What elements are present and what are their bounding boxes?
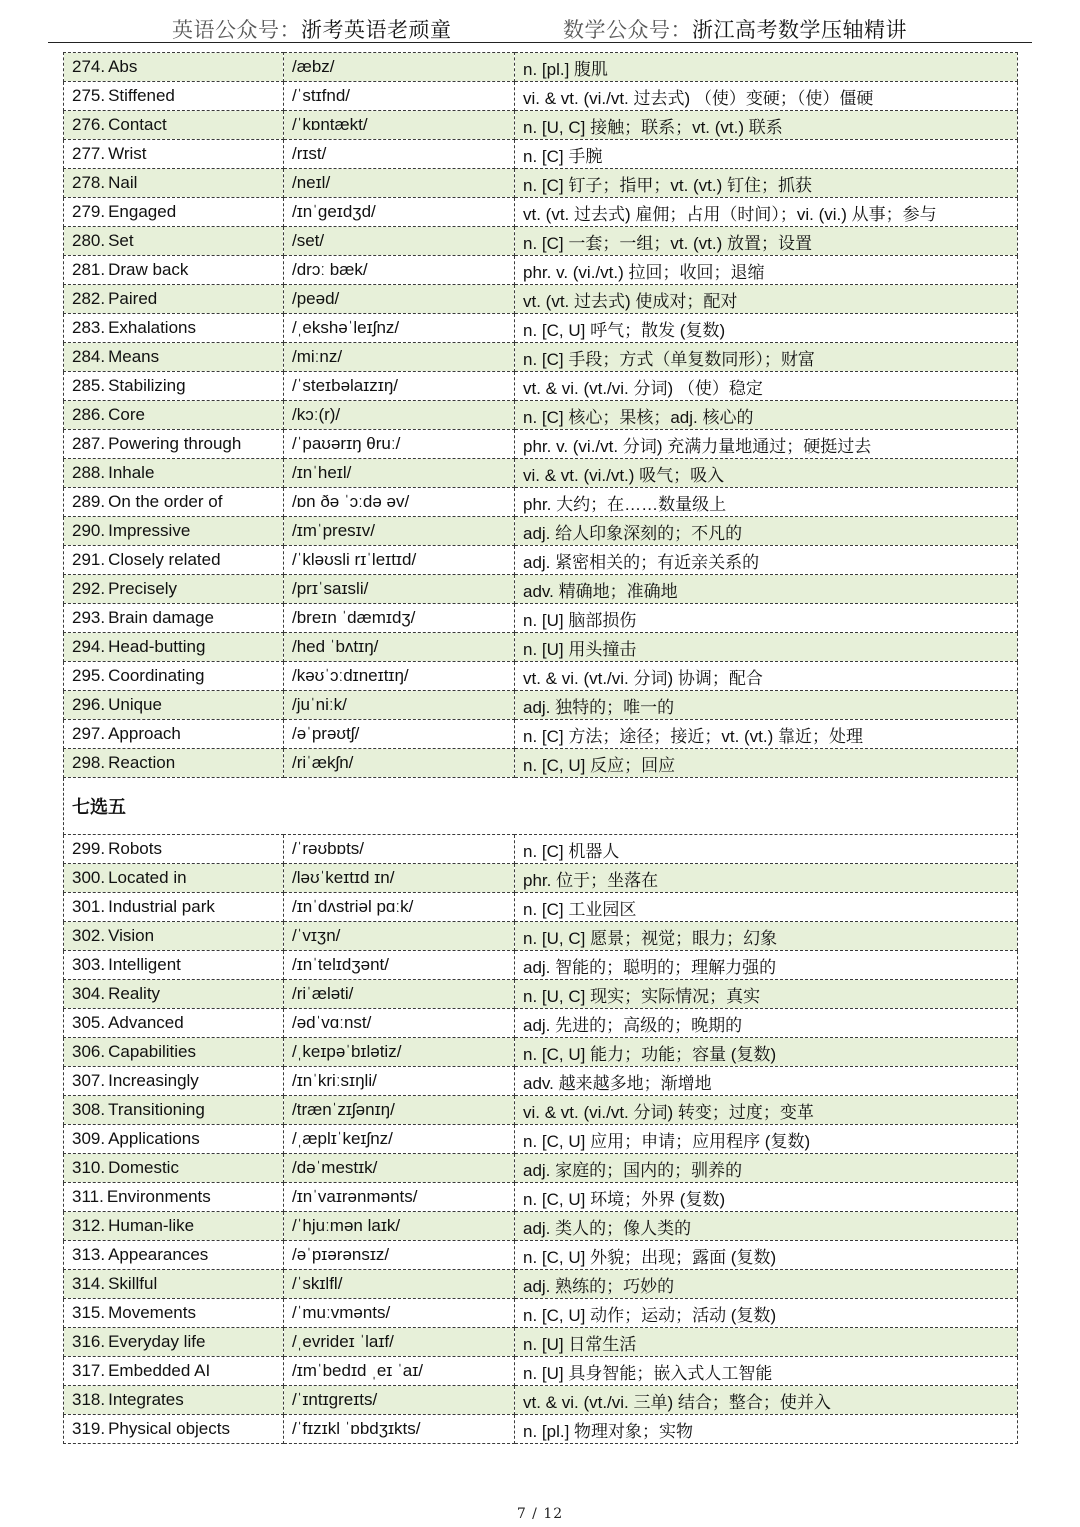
vocab-row (64, 1183, 1018, 1212)
entry-word: Human-like (108, 1216, 195, 1235)
phonetic-cell: /əˈpɪərənsɪz/ (284, 1241, 515, 1270)
vocab-row (64, 1328, 1018, 1357)
vocab-row (64, 546, 1018, 575)
phonetic-cell: /ˌevrideɪ ˈlaɪf/ (284, 1328, 515, 1357)
entry-number: 296. (72, 695, 106, 714)
page-number: 7 / 12 (516, 1506, 564, 1522)
entry-word: Brain damage (108, 608, 214, 627)
phonetic-cell: /ɪnˈtelɪdʒənt/ (284, 951, 515, 980)
word-cell (64, 53, 284, 82)
meaning-cell: n. [C, U] 环境；外界 (复数) (515, 1183, 1018, 1212)
entry-word: Everyday life (108, 1332, 206, 1351)
vocab-row (64, 53, 1018, 82)
meaning-cell: vt. (vt. 过去式) 使成对；配对 (515, 285, 1018, 314)
vocab-row (64, 401, 1018, 430)
phonetic-cell: /ɪmˈbedɪd ˌeɪ ˈaɪ/ (284, 1357, 515, 1386)
word-cell (64, 604, 284, 633)
phonetic-cell: /əˈprəʊtʃ/ (284, 720, 515, 749)
phonetic-cell: /dəˈmestɪk/ (284, 1154, 515, 1183)
word-cell (64, 1125, 284, 1154)
word-cell (64, 314, 284, 343)
entry-number: 275. (72, 86, 106, 105)
entry-word: Draw back (108, 260, 189, 279)
phonetic-cell: /ɪnˈdʌstriəl pɑːk/ (284, 893, 515, 922)
phonetic-cell: /juˈniːk/ (284, 691, 515, 720)
entry-word: Skillful (108, 1274, 158, 1293)
entry-number: 279. (72, 202, 106, 221)
vocab-row (64, 140, 1018, 169)
entry-word: Closely related (108, 550, 221, 569)
phonetic-cell: /rɪst/ (284, 140, 515, 169)
phonetic-cell: /ədˈvɑːnst/ (284, 1009, 515, 1038)
vocab-row (64, 1154, 1018, 1183)
entry-number: 309. (72, 1129, 106, 1148)
word-cell (64, 111, 284, 140)
word-cell (64, 285, 284, 314)
phonetic-cell: /riˈæləti/ (284, 980, 515, 1009)
vocab-row (64, 691, 1018, 720)
vocab-row (64, 720, 1018, 749)
entry-word: Set (108, 231, 134, 250)
vocab-row (64, 749, 1018, 778)
phonetic-cell: /hed ˈbʌtɪŋ/ (284, 633, 515, 662)
entry-word: Paired (108, 289, 158, 308)
entry-word: Environments (106, 1187, 211, 1206)
entry-number: 319. (72, 1419, 106, 1438)
entry-number: 299. (72, 839, 106, 858)
entry-word: Physical objects (108, 1419, 230, 1438)
word-cell (64, 922, 284, 951)
entry-number: 313. (72, 1245, 106, 1264)
meaning-cell: n. [C] 工业园区 (515, 893, 1018, 922)
phonetic-cell: /ˌkeɪpəˈbɪlətiz/ (284, 1038, 515, 1067)
phonetic-cell: /ɒn ðə ˈɔːdə əv/ (284, 488, 515, 517)
phonetic-cell: /ˌekshəˈleɪʃnz/ (284, 314, 515, 343)
entry-word: Vision (108, 926, 155, 945)
word-cell (64, 430, 284, 459)
phonetic-cell: /ɪnˈkriːsɪŋli/ (284, 1067, 515, 1096)
entry-number: 317. (72, 1361, 106, 1380)
phonetic-cell: /ləʊˈkeɪtɪd ɪn/ (284, 864, 515, 893)
vocab-row (64, 459, 1018, 488)
meaning-cell: phr. 大约；在……数量级上 (515, 488, 1018, 517)
vocab-row (64, 256, 1018, 285)
word-cell (64, 980, 284, 1009)
entry-number: 291. (72, 550, 106, 569)
entry-number: 311. (72, 1187, 104, 1206)
phonetic-cell: /ˌæplɪˈkeɪʃnz/ (284, 1125, 515, 1154)
vocab-row (64, 1299, 1018, 1328)
meaning-cell: adj. 家庭的；国内的；驯养的 (515, 1154, 1018, 1183)
word-cell (64, 951, 284, 980)
entry-word: Head-butting (108, 637, 206, 656)
vocab-row (64, 517, 1018, 546)
math-account-label (563, 14, 907, 44)
vocab-row (64, 1038, 1018, 1067)
phonetic-cell: /ˈstɪfnd/ (284, 82, 515, 111)
vocab-row (64, 111, 1018, 140)
phonetic-cell: /ɪnˈheɪl/ (284, 459, 515, 488)
entry-word: Embedded AI (108, 1361, 211, 1380)
phonetic-cell: /breɪn ˈdæmɪdʒ/ (284, 604, 515, 633)
meaning-cell: vi. & vt. (vi./vt. 分词) 转变；过度；变革 (515, 1096, 1018, 1125)
entry-number: 306. (72, 1042, 106, 1061)
entry-number: 290. (72, 521, 106, 540)
entry-number: 287. (72, 434, 106, 453)
entry-number: 304. (72, 984, 106, 1003)
entry-number: 277. (72, 144, 106, 163)
word-cell (64, 1386, 284, 1415)
word-cell (64, 169, 284, 198)
entry-number: 282. (72, 289, 106, 308)
entry-word: Coordinating (108, 666, 205, 685)
word-cell (64, 198, 284, 227)
word-cell (64, 546, 284, 575)
entry-number: 314. (72, 1274, 106, 1293)
entry-number: 280. (72, 231, 106, 250)
entry-number: 308. (72, 1100, 106, 1119)
english-account-prefix: 英语公众号： (172, 18, 301, 42)
word-cell (64, 1067, 284, 1096)
entry-word: Appearances (108, 1245, 209, 1264)
word-cell (64, 140, 284, 169)
entry-word: Capabilities (108, 1042, 196, 1061)
entry-number: 298. (72, 753, 106, 772)
vocab-row (64, 922, 1018, 951)
phonetic-cell: /ˈfɪzɪkl ˈɒbdʒɪkts/ (284, 1415, 515, 1444)
word-cell (64, 343, 284, 372)
entry-word: Intelligent (108, 955, 181, 974)
entry-number: 301. (72, 897, 106, 916)
word-cell (64, 893, 284, 922)
vocab-row (64, 1241, 1018, 1270)
phonetic-cell: /ˈskɪlfl/ (284, 1270, 515, 1299)
vocab-row (64, 604, 1018, 633)
entry-word: Domestic (108, 1158, 179, 1177)
entry-number: 305. (72, 1013, 106, 1032)
word-cell (64, 1415, 284, 1444)
phonetic-cell: /ˈpaʊərɪŋ θruː/ (284, 430, 515, 459)
phonetic-cell: /drɔː bæk/ (284, 256, 515, 285)
entry-word: Engaged (108, 202, 177, 221)
section-header-row (64, 778, 1018, 835)
phonetic-cell: /ˈkɒntækt/ (284, 111, 515, 140)
vocab-row (64, 1386, 1018, 1415)
word-cell (64, 256, 284, 285)
vocab-row (64, 372, 1018, 401)
meaning-cell: adj. 给人印象深刻的；不凡的 (515, 517, 1018, 546)
word-cell (64, 835, 284, 864)
meaning-cell: n. [C, U] 呼气；散发 (复数) (515, 314, 1018, 343)
phonetic-cell: /æbz/ (284, 53, 515, 82)
meaning-cell: n. [C] 一套；一组；vt. (vt.) 放置；设置 (515, 227, 1018, 256)
phonetic-cell: /prɪˈsaɪsli/ (284, 575, 515, 604)
word-cell (64, 633, 284, 662)
phonetic-cell: /peəd/ (284, 285, 515, 314)
entry-number: 300. (72, 868, 106, 887)
meaning-cell: phr. v. (vi./vt.) 拉回；收回；退缩 (515, 256, 1018, 285)
phonetic-cell: /ˈkləʊsli rɪˈleɪtɪd/ (284, 546, 515, 575)
vocab-row (64, 1270, 1018, 1299)
entry-word: Impressive (108, 521, 191, 540)
meaning-cell: n. [C] 钉子；指甲；vt. (vt.) 钉住；抓获 (515, 169, 1018, 198)
vocab-row (64, 169, 1018, 198)
entry-number: 285. (72, 376, 106, 395)
entry-word: Located in (108, 868, 187, 887)
math-account-name: 浙江高考数学压轴精讲 (692, 18, 907, 42)
meaning-cell: phr. 位于；坐落在 (515, 864, 1018, 893)
entry-word: Integrates (108, 1390, 184, 1409)
word-cell (64, 459, 284, 488)
word-cell (64, 1241, 284, 1270)
meaning-cell: n. [C, U] 能力；功能；容量 (复数) (515, 1038, 1018, 1067)
word-cell (64, 749, 284, 778)
phonetic-cell: /neɪl/ (284, 169, 515, 198)
meaning-cell: adv. 精确地；准确地 (515, 575, 1018, 604)
vocab-row (64, 951, 1018, 980)
entry-word: Precisely (108, 579, 178, 598)
vocab-row (64, 227, 1018, 256)
meaning-cell: vt. & vi. (vt./vi. 分词) 协调；配合 (515, 662, 1018, 691)
vocab-row (64, 575, 1018, 604)
word-cell (64, 1270, 284, 1299)
entry-word: Approach (108, 724, 181, 743)
word-cell (64, 1038, 284, 1067)
vocab-row (64, 1009, 1018, 1038)
vocab-row (64, 314, 1018, 343)
page-header (48, 8, 1032, 43)
phonetic-cell: /ɪnˈvaɪrənmənts/ (284, 1183, 515, 1212)
entry-word: Core (108, 405, 145, 424)
phonetic-cell: /ˈvɪʒn/ (284, 922, 515, 951)
word-cell (64, 720, 284, 749)
entry-number: 318. (72, 1390, 106, 1409)
vocab-row (64, 82, 1018, 111)
entry-number: 316. (72, 1332, 106, 1351)
meaning-cell: n. [U] 日常生活 (515, 1328, 1018, 1357)
vocab-row (64, 835, 1018, 864)
phonetic-cell: /ˈmuːvmənts/ (284, 1299, 515, 1328)
meaning-cell: phr. v. (vi./vt. 分词) 充满力量地通过；硬挺过去 (515, 430, 1018, 459)
meaning-cell: n. [U] 脑部损伤 (515, 604, 1018, 633)
entry-number: 276. (72, 115, 106, 134)
meaning-cell: n. [C] 核心；果核；adj. 核心的 (515, 401, 1018, 430)
entry-word: Powering through (108, 434, 242, 453)
word-cell (64, 372, 284, 401)
entry-word: Stiffened (108, 86, 175, 105)
entry-word: Exhalations (108, 318, 196, 337)
entry-number: 310. (72, 1158, 106, 1177)
entry-number: 278. (72, 173, 106, 192)
phonetic-cell: /ˈrəʊbɒts/ (284, 835, 515, 864)
entry-word: Inhale (108, 463, 155, 482)
meaning-cell: n. [U, C] 愿景；视觉；眼力；幻象 (515, 922, 1018, 951)
vocabulary-table (63, 52, 1018, 1444)
meaning-cell: vt. & vi. (vt./vi. 三单) 结合；整合；使并入 (515, 1386, 1018, 1415)
vocab-row (64, 343, 1018, 372)
word-cell (64, 1183, 284, 1212)
word-cell (64, 864, 284, 893)
word-cell (64, 1299, 284, 1328)
meaning-cell: vi. & vt. (vi./vt. 过去式) （使）变硬；（使）僵硬 (515, 82, 1018, 111)
entry-number: 315. (72, 1303, 106, 1322)
entry-number: 274. (72, 57, 106, 76)
meaning-cell: n. [C] 机器人 (515, 835, 1018, 864)
entry-number: 289. (72, 492, 106, 511)
meaning-cell: vt. & vi. (vt./vi. 分词) （使）稳定 (515, 372, 1018, 401)
phonetic-cell: /trænˈzɪʃənɪŋ/ (284, 1096, 515, 1125)
word-cell (64, 662, 284, 691)
phonetic-cell: /ˈhjuːmən laɪk/ (284, 1212, 515, 1241)
phonetic-cell: /kəʊˈɔːdɪneɪtɪŋ/ (284, 662, 515, 691)
word-cell (64, 1328, 284, 1357)
word-cell (64, 517, 284, 546)
phonetic-cell: /ɪnˈɡeɪdʒd/ (284, 198, 515, 227)
meaning-cell: adj. 先进的；高级的；晚期的 (515, 1009, 1018, 1038)
meaning-cell: adv. 越来越多地；渐增地 (515, 1067, 1018, 1096)
vocab-row (64, 1415, 1018, 1444)
entry-word: Stabilizing (108, 376, 186, 395)
vocab-row (64, 1096, 1018, 1125)
meaning-cell: n. [C, U] 应用；申请；应用程序 (复数) (515, 1125, 1018, 1154)
english-account-label (172, 14, 452, 44)
meaning-cell: n. [C, U] 外貌；出现；露面 (复数) (515, 1241, 1018, 1270)
meaning-cell: n. [U, C] 现实；实际情况；真实 (515, 980, 1018, 1009)
entry-number: 283. (72, 318, 106, 337)
meaning-cell: n. [C, U] 动作；运动；活动 (复数) (515, 1299, 1018, 1328)
entry-word: Movements (108, 1303, 196, 1322)
phonetic-cell: /miːnz/ (284, 343, 515, 372)
vocab-row (64, 893, 1018, 922)
phonetic-cell: /ˈsteɪbəlaɪzɪŋ/ (284, 372, 515, 401)
phonetic-cell: /ˈɪntɪɡreɪts/ (284, 1386, 515, 1415)
vocab-row (64, 633, 1018, 662)
vocab-row (64, 980, 1018, 1009)
vocab-row (64, 488, 1018, 517)
entry-number: 286. (72, 405, 106, 424)
entry-word: Industrial park (108, 897, 215, 916)
meaning-cell: n. [pl.] 腹肌 (515, 53, 1018, 82)
entry-word: Transitioning (108, 1100, 205, 1119)
entry-number: 284. (72, 347, 106, 366)
meaning-cell: n. [C] 手段；方式（单复数同形）；财富 (515, 343, 1018, 372)
english-account-name: 浙考英语老顽童 (301, 18, 452, 42)
meaning-cell: adj. 类人的；像人类的 (515, 1212, 1018, 1241)
word-cell (64, 1357, 284, 1386)
phonetic-cell: /ɪmˈpresɪv/ (284, 517, 515, 546)
entry-number: 303. (72, 955, 106, 974)
word-cell (64, 691, 284, 720)
entry-word: Reaction (108, 753, 176, 772)
phonetic-cell: /set/ (284, 227, 515, 256)
section-title: 七选五 (64, 778, 1018, 835)
phonetic-cell: /kɔː(r)/ (284, 401, 515, 430)
entry-number: 292. (72, 579, 106, 598)
meaning-cell: n. [pl.] 物理对象；实物 (515, 1415, 1018, 1444)
meaning-cell: n. [C, U] 反应；回应 (515, 749, 1018, 778)
entry-number: 294. (72, 637, 106, 656)
meaning-cell: adj. 熟练的；巧妙的 (515, 1270, 1018, 1299)
meaning-cell: vi. & vt. (vi./vt.) 吸气；吸入 (515, 459, 1018, 488)
vocab-row (64, 285, 1018, 314)
vocabulary-table-body (64, 53, 1018, 1444)
word-cell (64, 1009, 284, 1038)
entry-word: Reality (108, 984, 161, 1003)
phonetic-cell: /riˈækʃn/ (284, 749, 515, 778)
entry-word: Increasingly (108, 1071, 199, 1090)
entry-number: 281. (72, 260, 106, 279)
entry-word: Robots (108, 839, 162, 858)
vocab-row (64, 662, 1018, 691)
entry-number: 297. (72, 724, 106, 743)
entry-number: 295. (72, 666, 106, 685)
entry-word: Contact (108, 115, 167, 134)
word-cell (64, 1154, 284, 1183)
entry-number: 312. (72, 1216, 106, 1235)
entry-number: 302. (72, 926, 106, 945)
word-cell (64, 488, 284, 517)
vocab-row (64, 1067, 1018, 1096)
meaning-cell: adj. 紧密相关的；有近亲关系的 (515, 546, 1018, 575)
vocab-row (64, 1357, 1018, 1386)
entry-word: Wrist (108, 144, 147, 163)
entry-number: 288. (72, 463, 106, 482)
entry-number: 307. (72, 1071, 106, 1090)
meaning-cell: n. [C] 方法；途径；接近；vt. (vt.) 靠近；处理 (515, 720, 1018, 749)
vocab-row (64, 430, 1018, 459)
meaning-cell: adj. 独特的；唯一的 (515, 691, 1018, 720)
word-cell (64, 1096, 284, 1125)
meaning-cell: n. [C] 手腕 (515, 140, 1018, 169)
meaning-cell: n. [U] 用头撞击 (515, 633, 1018, 662)
vocab-row (64, 198, 1018, 227)
meaning-cell: n. [U, C] 接触；联系；vt. (vt.) 联系 (515, 111, 1018, 140)
entry-word: Abs (108, 57, 138, 76)
vocab-row (64, 1212, 1018, 1241)
entry-word: Advanced (108, 1013, 184, 1032)
entry-word: Unique (108, 695, 162, 714)
entry-word: Nail (108, 173, 138, 192)
math-account-prefix: 数学公众号： (563, 18, 692, 42)
word-cell (64, 1212, 284, 1241)
vocab-row (64, 864, 1018, 893)
entry-word: Applications (108, 1129, 200, 1148)
word-cell (64, 227, 284, 256)
meaning-cell: vt. (vt. 过去式) 雇佣；占用（时间）；vi. (vi.) 从事；参与 (515, 198, 1018, 227)
meaning-cell: adj. 智能的；聪明的；理解力强的 (515, 951, 1018, 980)
meaning-cell: n. [U] 具身智能；嵌入式人工智能 (515, 1357, 1018, 1386)
word-cell (64, 575, 284, 604)
entry-number: 293. (72, 608, 106, 627)
word-cell (64, 401, 284, 430)
entry-word: Means (108, 347, 160, 366)
entry-word: On the order of (108, 492, 223, 511)
vocab-row (64, 1125, 1018, 1154)
word-cell (64, 82, 284, 111)
